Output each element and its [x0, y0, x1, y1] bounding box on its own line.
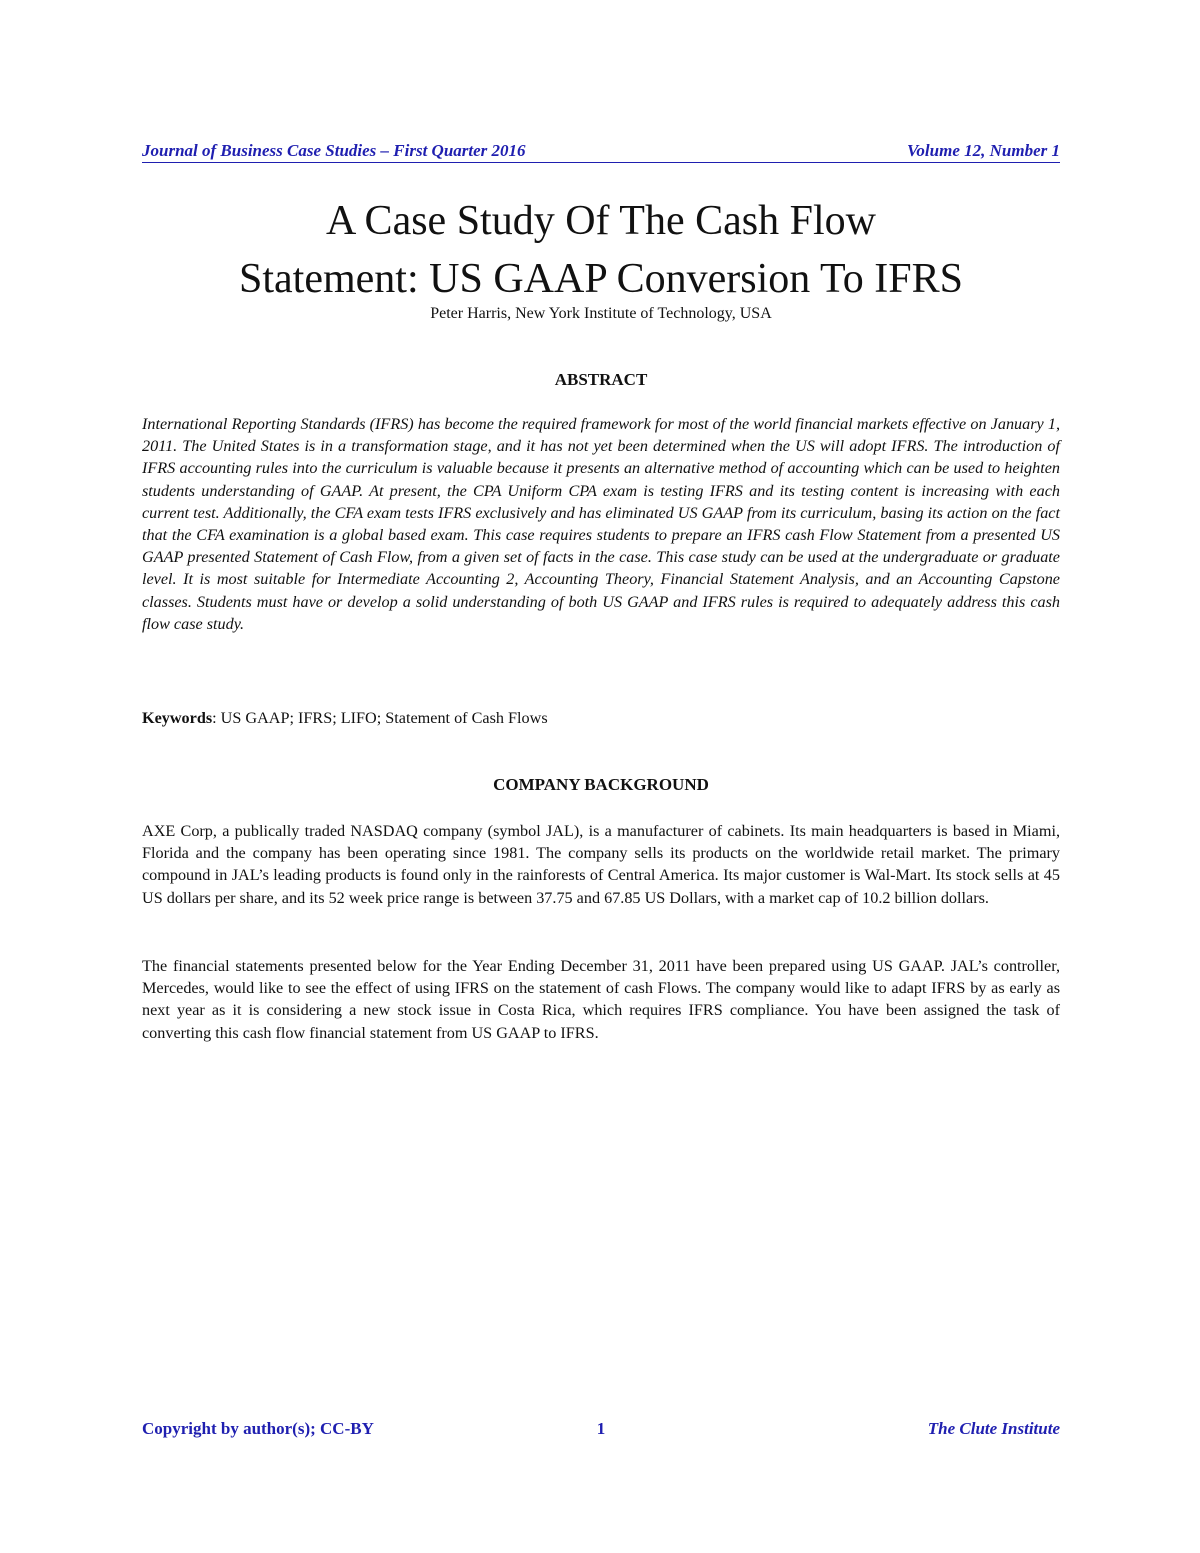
- paper-title: [142, 192, 1060, 308]
- title-line-2: Statement: US GAAP Conversion To IFRS: [239, 256, 963, 302]
- body-paragraph-2: The financial statements presented below for the Year Ending December 31, 2011 have been prepared using US GAAP. JAL’s controller, Mercedes, would like to see the effect of using IFRS on the statement of cash Flows. The company would like to adapt IFRS by as early as next year as it is considering a new stock issue in Costa Rica, which requires IFRS compliance. You have been assigned the task of converting this cash flow financial statement from US GAAP to IFRS.: [142, 957, 1060, 1042]
- volume-number: Volume 12, Number 1: [906, 141, 1060, 160]
- author-affiliation: Peter Harris, New York Institute of Technology, USA: [430, 305, 772, 322]
- copyright-notice: Copyright by author(s); CC-BY: [142, 1419, 374, 1438]
- keywords: [142, 707, 1060, 729]
- abstract-body: International Reporting Standards (IFRS) has become the required framework for most of the world financial markets effective on January 1, 2011. The United States is in a transformation stage, and it has not yet been determined when the US will adopt IFRS. The introduction of IFRS accounting rules into the curriculum is valuable because it presents an alternative method of accounting which can be used to heighten students understanding of GAAP. At present, the CPA Uniform CPA exam is testing IFRS and its testing content is increasing with each current test. Additionally, the CFA exam tests IFRS exclusively and has eliminated US GAAP from its curriculum, basing its action on the fact that the CFA examination is a global based exam. This case requires students to prepare an IFRS cash Flow Statement from a presented US GAAP presented Statement of Cash Flow, from a given set of facts in the case. This case study can be used at the undergraduate or graduate level. It is most suitable for Intermediate Accounting 2, Accounting Theory, Financial Statement Analysis, and an Accounting Capstone classes. Students must have or develop a solid understanding of both US GAAP and IFRS rules is required to adequately address this cash flow case study.: [142, 415, 1060, 633]
- running-header: [142, 140, 1060, 163]
- publisher-name: The Clute Institute: [927, 1419, 1060, 1438]
- page-number: 1: [596, 1419, 606, 1438]
- journal-title: Journal of Business Case Studies – First Quarter 2016: [142, 141, 526, 160]
- section-heading-company-background: COMPANY BACKGROUND: [493, 775, 709, 794]
- keywords-label: Keywords: [142, 709, 213, 727]
- body-paragraph-1: AXE Corp, a publically traded NASDAQ company (symbol JAL), is a manufacturer of cabinets. Its main headquarters is based in Miami, Florida and the company has been operating since 1981. The company sells its products on the worldwide retail market. The primary compound in JAL’s leading products is found only in the rainforests of Central America. Its major customer is Wal-Mart. Its stock sells at 45 US dollars per share, and its 52 week price range is between 37.75 and 67.85 US Dollars, with a market cap of 10.2 billion dollars.: [142, 822, 1060, 907]
- keywords-values: : US GAAP; IFRS; LIFO; Statement of Cash Flows: [212, 709, 548, 727]
- title-line-1: A Case Study Of The Cash Flow: [326, 198, 876, 244]
- running-footer: [142, 1418, 1060, 1440]
- abstract-heading: ABSTRACT: [554, 370, 648, 389]
